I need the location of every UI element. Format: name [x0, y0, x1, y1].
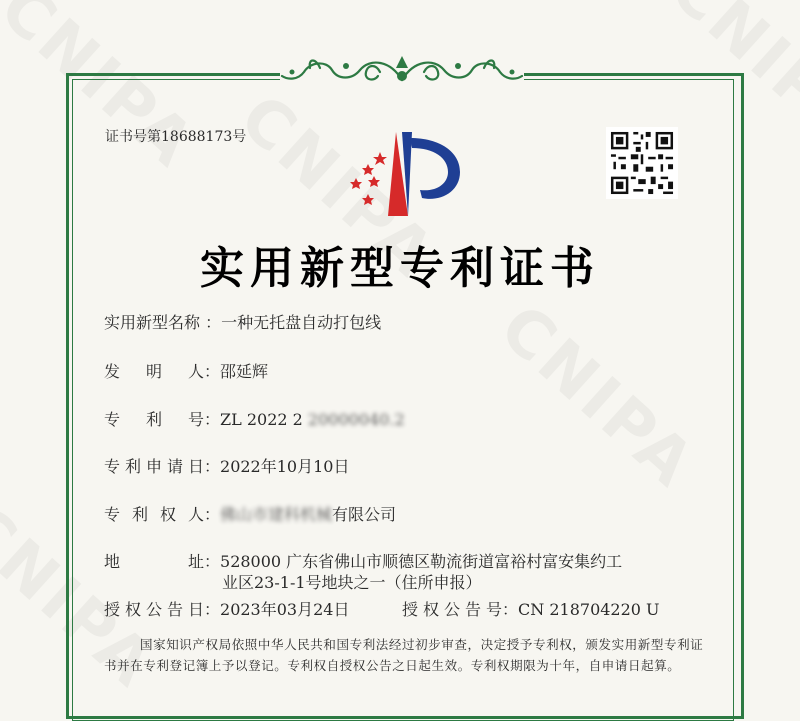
field-label: 专利号 — [104, 410, 204, 429]
inventor-row: 发明人：邵延辉 — [104, 359, 268, 382]
field-value: ZL 2022 2 — [220, 410, 303, 429]
field-label: 授权公告号 — [402, 600, 502, 619]
field-value-obscured: 佛山市建科机械 — [220, 505, 333, 524]
grant-number-row: 授权公告号：CN 218704220 U — [402, 597, 660, 620]
address-row: 地址：528000 广东省佛山市顺德区勒流街道富裕村富安集约工 — [104, 549, 622, 572]
patent-number-row: 专利号：ZL 2022 2 20000040.2 — [104, 407, 405, 430]
address-line-2: 业区23-1-1号地块之一（住所申报） — [222, 573, 482, 592]
field-label: 实用新型名称 — [104, 313, 201, 332]
grant-date-row: 授权公告日：2023年03月24日 — [104, 597, 349, 620]
application-date-row: 专利申请日：2022年10月10日 — [104, 454, 349, 477]
field-value-obscured: 20000040.2 — [307, 410, 405, 429]
field-value: 2023年03月24日 — [220, 600, 350, 619]
certificate-title: 实用新型专利证书 — [200, 243, 600, 294]
qr-code-icon[interactable] — [606, 127, 678, 199]
field-label: 专利权人 — [104, 505, 204, 524]
field-value: 528000 广东省佛山市顺德区勒流街道富裕村富安集约工 — [220, 552, 623, 571]
cnipa-logo-icon — [340, 128, 465, 224]
ornament-icon — [280, 50, 524, 94]
field-label: 专利申请日 — [104, 457, 204, 476]
field-label: 地址 — [104, 552, 204, 571]
field-value: 邵延辉 — [220, 362, 269, 381]
field-label: 发明人 — [104, 362, 204, 381]
field-value: 一种无托盘自动打包线 — [221, 313, 382, 332]
utility-model-name-row: 实用新型名称 ：一种无托盘自动打包线 — [104, 310, 381, 333]
field-value: 2022年10月10日 — [220, 457, 350, 476]
field-value: 有限公司 — [332, 505, 397, 524]
patentee-row: 专利权人：佛山市建科机械有限公司 — [104, 502, 396, 525]
certificate-number: 证书号第18688173号 — [105, 129, 247, 145]
certificate-statement: 国家知识产权局依照中华人民共和国专利法经过初步审查，决定授予专利权，颁发实用新型专利证书并在专利登记簿上予以登记。专利权自授权公告之日起生效。专利权期限为十年，自申请日起算。 — [104, 637, 704, 673]
field-value: CN 218704220 U — [518, 600, 660, 619]
field-label: 授权公告日 — [104, 600, 204, 619]
